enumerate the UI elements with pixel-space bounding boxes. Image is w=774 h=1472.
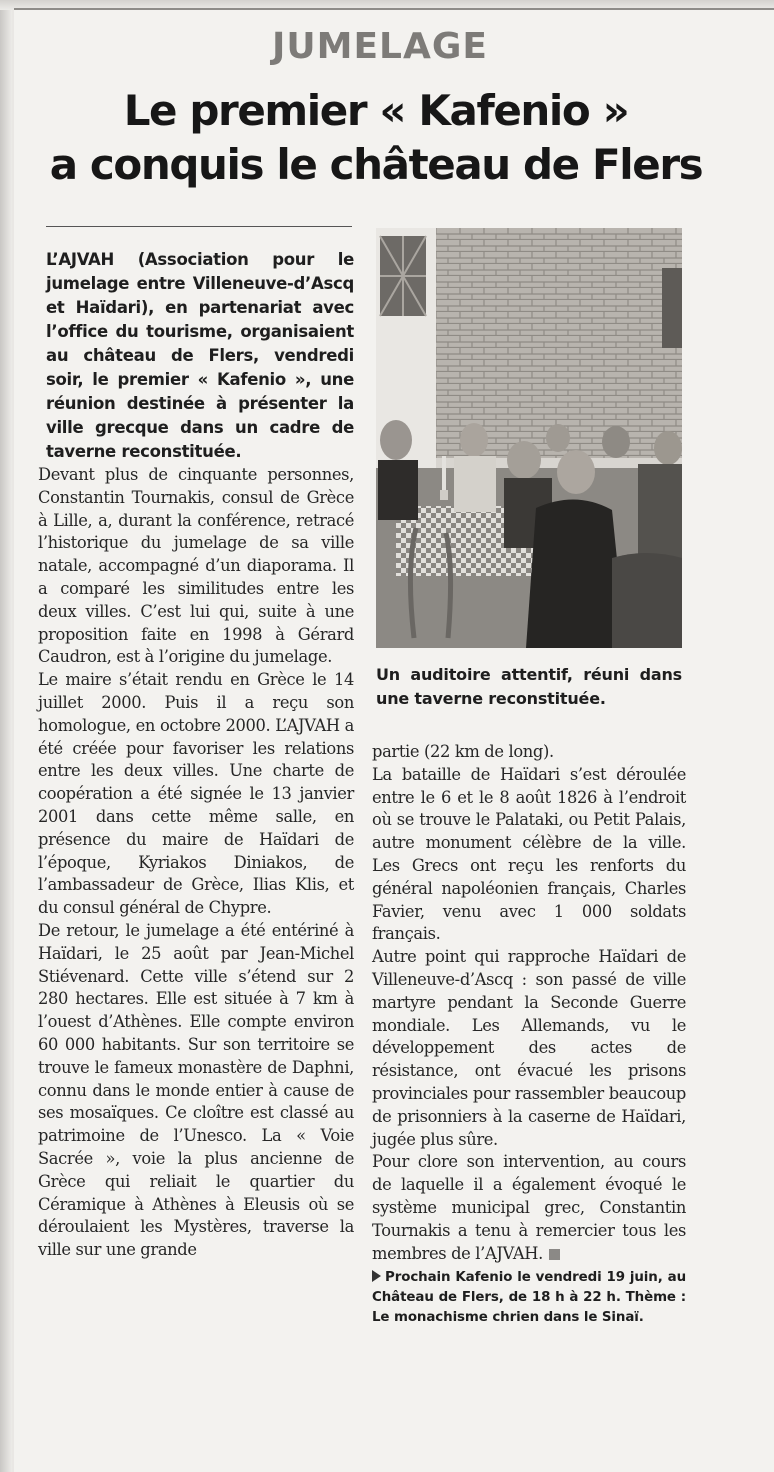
- top-rule: [14, 8, 774, 10]
- next-event-text: Prochain Kafenio le vendredi 19 juin, au Château de Flers, de 18 h à 22 h. Thème : Le monachisme chrien dans le Sinaï.: [372, 1270, 686, 1325]
- lead-paragraph: L’AJVAH (Association pour le jumelage entre Villeneuve-d’Ascq et Haïdari), en partenariat avec l’office du tourisme, organisaient au château de Flers, vendredi soir, le premier « Kafenio », une réunion destinée à présenter la ville grecque dans un cadre de taverne reconstituée.: [46, 250, 354, 461]
- headline-line-1: Le premier « Kafenio »: [123, 86, 629, 135]
- headline-line-2: a conquis le château de Flers: [49, 140, 703, 189]
- body-paragraph: De retour, le jumelage a été entériné à Haïdari, le 25 août par Jean-Michel Stiévenard. Cette ville s’étend sur 2 280 hectares. Elle est située à 7 km à l’ouest d’Athènes. Elle compte environ 60 000 habitants. Sur son territoire se trouve le fameux monastère de Daphni, connu dans le monde entier à cause de ses mosaïques. Ce cloître est classé au patrimoine de l’Unesco. La « Voie Sacrée », voie la plus ancienne de Grèce qui reliait le quartier du Céramique à Athènes à Eleusis où se déroulaient les Mystères, traverse la ville sur une grande: [38, 920, 354, 1260]
- closing-paragraph: [372, 1151, 686, 1265]
- body-paragraph: La bataille de Haïdari s’est déroulée entre le 6 et le 8 août 1826 à l’endroit où se trouve le Palataki, ou Petit Palais, autre monument célèbre de la ville. Les Grecs ont reçu les renforts du général napoléonien français, Charles Favier, venu avec 1 000 soldats français.: [372, 764, 686, 944]
- taverne-audience-photo: [376, 228, 682, 648]
- article-photo: [376, 228, 682, 648]
- article-column-right: [372, 741, 686, 1327]
- square-end-mark-icon: [549, 1249, 560, 1260]
- headline: [14, 84, 738, 192]
- right-triangle-arrow-icon: [372, 1270, 381, 1282]
- body-paragraph: partie (22 km de long).: [372, 742, 554, 761]
- section-kicker: JUMELAGE: [272, 26, 488, 67]
- headline-rule: [46, 226, 352, 227]
- scan-edge-left: [0, 0, 12, 1472]
- article-column-left: [38, 248, 354, 1262]
- newspaper-clipping: [14, 8, 774, 1472]
- photo-caption: Un auditoire attentif, réuni dans une taverne reconstituée.: [376, 665, 682, 708]
- body-paragraph: Devant plus de cinquante personnes, Constantin Tournakis, consul de Grèce à Lille, a, durant la conférence, retracé l’historique du jumelage de sa ville natale, accompagné d’un diaporama. Il a comparé les similitudes entre les deux villes. C’est lui qui, suite à une proposition faite en 1998 à Gérard Caudron, est à l’origine du jumelage.: [38, 465, 354, 667]
- next-event-note: [372, 1268, 686, 1327]
- body-paragraph: Autre point qui rapproche Haïdari de Villeneuve-d’Ascq : son passé de ville martyre pendant la Seconde Guerre mondiale. Les Allemands, vu le développement des actes de résistance, ont évacué les prisons provinciales pour rassembler beaucoup de prisonniers à la caserne de Haïdari, jugée plus sûre.: [372, 947, 686, 1149]
- closing-text: Pour clore son intervention, au cours de laquelle il a également évoqué le système municipal grec, Constantin Tournakis a tenu à remercier tous les membres de l’AJVAH.: [372, 1152, 686, 1263]
- body-paragraph: Le maire s’était rendu en Grèce le 14 juillet 2000. Puis il a reçu son homologue, en octobre 2000. L’AJVAH a été créée pour favoriser les relations entre les deux villes. Une charte de coopération a été signée le 13 janvier 2001 dans cette même salle, en présence du maire de Haïdari de l’époque, Kyriakos Diniakos, de l’ambassadeur de Grèce, Ilias Klis, et du consul général de Chypre.: [38, 670, 354, 918]
